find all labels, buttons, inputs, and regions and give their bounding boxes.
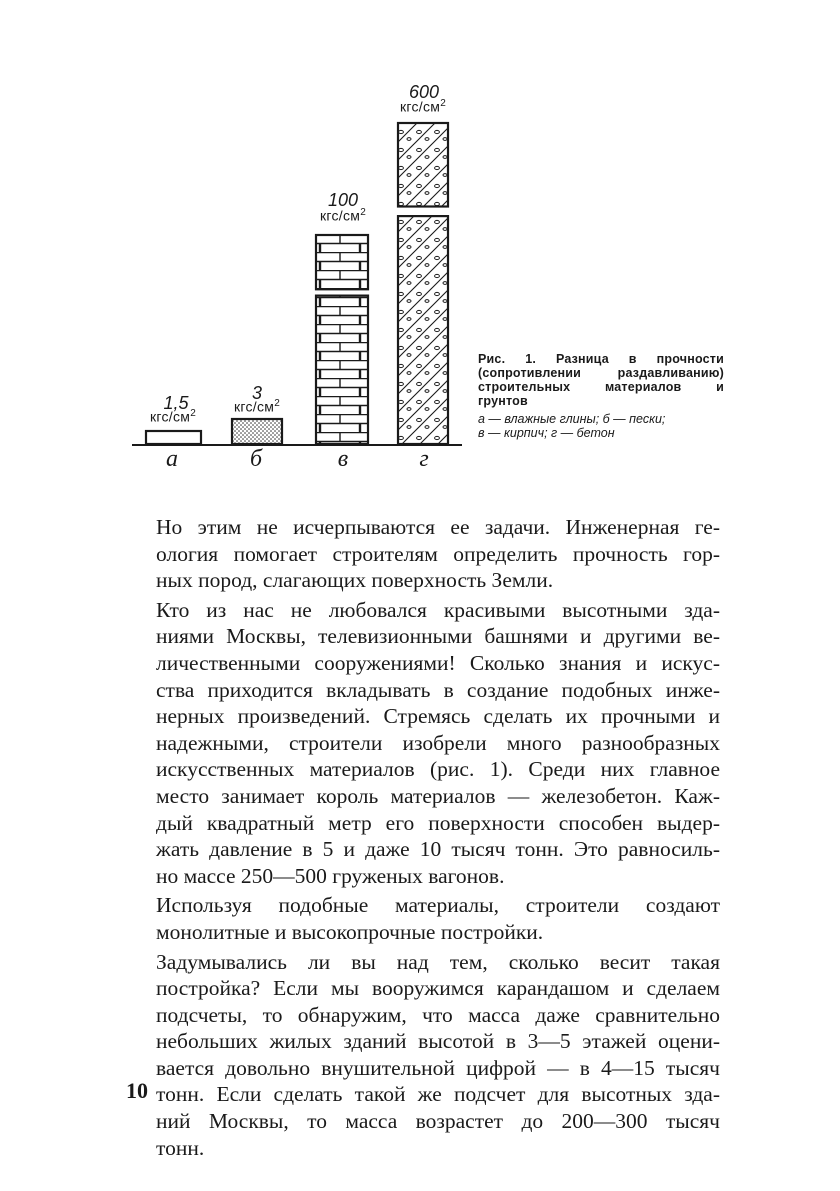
unit-superscript: 2 [440, 98, 447, 109]
text-line: небольших жилых зданий высотой в 3—5 этажей оцени- [156, 1029, 720, 1054]
value-label-a: 1,5 [163, 393, 189, 413]
text-line: искусственных материалов (рис. 1). Среди них главное [156, 757, 720, 782]
text-line: надежными, строители изобрели много разнообразных [156, 730, 720, 755]
text-line: дый квадратный метр его поверхности способен выдер- [156, 810, 720, 835]
bar-а [146, 431, 201, 444]
caption-legend-line: в — кирпич; г — бетон [478, 426, 615, 440]
caption-title-line: строительных материалов и [478, 380, 724, 394]
category-label-d: г [419, 446, 429, 472]
value-label-d: 600 [408, 82, 440, 102]
unit-superscript: 2 [190, 408, 197, 419]
figure-caption [478, 352, 724, 440]
text-line: жать давление в 5 и даже 10 тысяч тонн. Это равносиль- [156, 837, 720, 862]
text-line: Задумывались ли вы над тем, сколько весит такая [156, 949, 720, 974]
unit-label-b [212, 398, 302, 415]
bar-б [232, 419, 282, 444]
bar-segment [232, 419, 282, 444]
text-line: подсчеты, то обнаружим, что масса даже сравнительно [156, 1002, 720, 1027]
caption-legend [478, 412, 724, 440]
bar-segment [146, 431, 201, 444]
text-line: место занимает король материалов — железобетон. Каж- [156, 783, 720, 808]
body-text [132, 514, 720, 1164]
bar-segment [398, 123, 448, 207]
category-label-a: а [166, 446, 178, 472]
unit-superscript: 2 [274, 398, 281, 409]
unit-text: кгс/см [399, 98, 441, 115]
text-line: Кто из нас не любовался красивыми высотными зда- [156, 597, 720, 622]
text-line: тонн. [156, 1135, 205, 1160]
paragraph [132, 949, 720, 1162]
caption-title-line: грунтов [478, 394, 528, 408]
bar-segment [316, 235, 368, 289]
bar-segment [398, 216, 448, 444]
text-line: Используя подобные материалы, строители создают [156, 893, 720, 918]
caption-title-line: (сопротивлении раздавливанию) [478, 366, 724, 380]
unit-label-a [128, 408, 218, 425]
caption-title-line: Рис. 1. Разница в прочности [478, 352, 724, 366]
text-line: но массе 250—500 груженых вагонов. [156, 863, 505, 888]
figure-1 [0, 0, 840, 500]
paragraph [132, 597, 720, 890]
paragraph [132, 892, 720, 945]
text-line: Но этим не исчерпываются ее задачи. Инженерная ге- [156, 515, 720, 539]
category-label-c: в [337, 446, 349, 472]
bar-г [398, 123, 448, 444]
unit-text: кгс/см [319, 207, 361, 224]
bar-в [316, 235, 368, 444]
text-line: нерных произведений. Стремясь сделать их прочными и [156, 704, 720, 729]
page-number: 10 [126, 1078, 148, 1103]
unit-label-c [298, 207, 388, 224]
paragraph [132, 514, 720, 594]
text-line: ниями Москвы, телевизионными башнями и другими ве- [156, 624, 720, 649]
text-line: монолитные и высокопрочные постройки. [156, 919, 544, 944]
text-line: ства приходится вкладывать в создание подобных инже- [156, 677, 720, 702]
unit-label-d [378, 98, 468, 115]
text-line: постройка? Если мы вооружимся карандашом и сделаем [156, 976, 720, 1001]
text-line: ология помогает строителям определить прочность гор- [156, 541, 720, 566]
text-line: ных пород, слагающих поверхность Земли. [156, 568, 554, 593]
category-label-b: б [249, 446, 263, 472]
bar-segment [316, 296, 368, 444]
text-line: тонн. Если сделать такой же подсчет для высотных зда- [156, 1082, 720, 1107]
unit-text: кгс/см [233, 398, 275, 415]
text-line: личественными сооружениями! Сколько знания и искус- [156, 650, 720, 675]
unit-text: кгс/см [149, 408, 191, 425]
unit-superscript: 2 [360, 207, 367, 218]
text-line: ний Москвы, то масса возрастет до 200—300 тысяч [156, 1109, 720, 1134]
value-label-c: 100 [327, 190, 359, 210]
caption-legend-line: а — влажные глины; б — пески; [478, 412, 666, 426]
value-label-b: 3 [251, 383, 262, 403]
text-line: вается довольно внушительной цифрой — в 4—15 тысяч [156, 1055, 720, 1080]
